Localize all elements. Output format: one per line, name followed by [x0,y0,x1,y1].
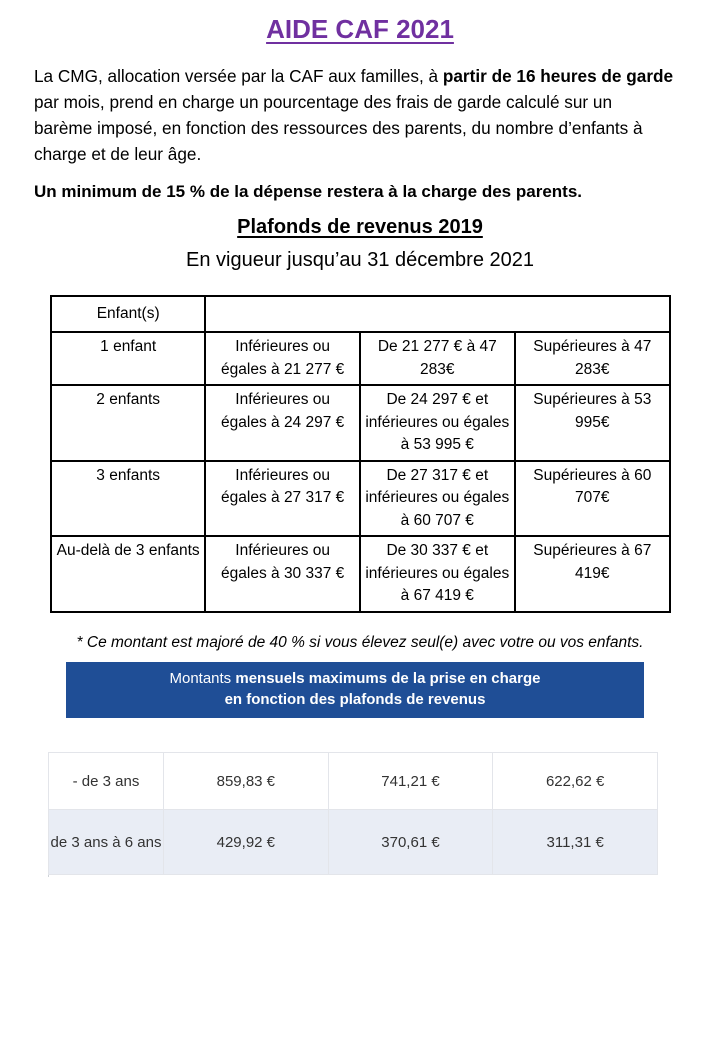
table-row [49,810,658,875]
amount-cell: 741,21 € [328,753,493,810]
row-label: 1 enfant [51,332,205,385]
table-header-row [51,296,670,332]
cell-low: Inférieures ou égales à 21 277 € [205,332,360,385]
cell-low: Inférieures ou égales à 30 337 € [205,536,360,612]
amount-cell: 429,92 € [164,810,329,875]
table-row [51,332,670,385]
cell-high: Supérieures à 60 707€ [515,461,670,537]
amount-cell: 370,61 € [328,810,493,875]
cell-mid: De 21 277 € à 47 283€ [360,332,515,385]
income-ceilings-table [50,295,671,613]
amount-cell: 859,83 € [164,753,329,810]
row-label: Au-delà de 3 enfants [51,536,205,612]
cell-mid: De 24 297 € et inférieures ou égales à 53 995 € [360,385,515,461]
cell-high: Supérieures à 47 283€ [515,332,670,385]
amount-cell: 622,62 € [493,753,658,810]
table-row [51,461,670,537]
row-label: 2 enfants [51,385,205,461]
intro-paragraph: La CMG, allocation versée par la CAF aux familles, à partir de 16 heures de garde par mois, prend en charge un pourcentage des frais de garde calculé sur un barème imposé, en fonction des ressources des parents, du nombre d’enfants à charge et de leur âge. [34,66,674,164]
minimum-statement: Un minimum de 15 % de la dépense restera à la charge des parents. [34,182,582,201]
amount-cell: 311,31 € [493,810,658,875]
validity-text: En vigueur jusqu’au 31 décembre 2021 [185,249,535,271]
row-label: 3 enfants [51,461,205,537]
cell-mid: De 27 317 € et inférieures ou égales à 60 707 € [360,461,515,537]
montants-header-banner: Montants mensuels maximums de la prise en charge en fonction des plafonds de revenus [66,662,644,718]
cell-high: Supérieures à 53 995€ [515,385,670,461]
footnote: * Ce montant est majoré de 40 % si vous élevez seul(e) avec votre ou vos enfants. [76,634,644,651]
cell-low: Inférieures ou égales à 27 317 € [205,461,360,537]
age-label: de 3 ans à 6 ans [49,810,164,875]
header-cell-empty [205,296,670,332]
table-row [49,753,658,810]
page-title: AIDE CAF 2021 [266,14,454,44]
table-row [51,385,670,461]
age-label: - de 3 ans [49,753,164,810]
cell-low: Inférieures ou égales à 24 297 € [205,385,360,461]
monthly-amounts-table [48,752,658,875]
cell-mid: De 30 337 € et inférieures ou égales à 67 419 € [360,536,515,612]
header-cell-children: Enfant(s) [51,296,205,332]
table-row [51,536,670,612]
cell-high: Supérieures à 67 419€ [515,536,670,612]
plafonds-title: Plafonds de revenus 2019 [237,216,483,238]
